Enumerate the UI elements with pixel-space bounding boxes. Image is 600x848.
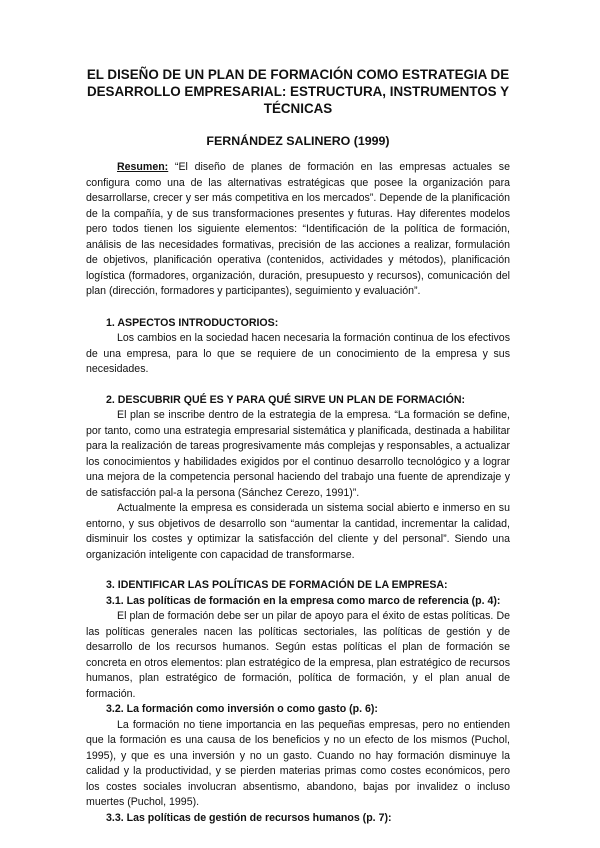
subsection-heading-3-2: 3.2. La formación como inversión o como gasto (p. 6): xyxy=(106,703,378,715)
section-heading-1: 1. ASPECTOS INTRODUCTORIOS: xyxy=(106,316,279,329)
abstract-label: Resumen: xyxy=(117,161,169,173)
section-2-paragraph-1: El plan se inscribe dentro de la estrategia de la empresa. “La formación se define, por tanto, como una estrategia empresarial sistemática y planificada, destinada a habilitar para la realización de tareas progresivamente más complejas y responsables, a actualizar los conocimientos y habilidades exigidos por el continuo desarrollo tecnológico y a lograr una mejora de la competencia personal haciendo del trabajo una fuente de aprendizaje y de satisfacción pal-a la persona (Sánchez Cerezo, 1991)”. xyxy=(86,409,510,499)
abstract-text: “El diseño de planes de formación en las empresas actuales se configura como una de las alternativas estratégicas que posee la organización para desarrollarse, crecer y ser más competitiva en los mercados”. Depende de la planificación de la compañía, y de sus transformaciones presentes y futuras. Hay diferentes modelos pero todos tienen los siguiente elementos: “Identificación de la política de formación, análisis de las necesidades formativas, precisión de las acciones a realizar, formulación de objetivos, planificación operativa (contenidos, actividades y métodos), planificación logística (formadores, organización, duración, presupuesto y recursos), comunicación del plan (dirección, formadores y participantes), seguimiento y evaluación”. xyxy=(86,161,510,297)
section-heading-3: 3. IDENTIFICAR LAS POLÍTICAS DE FORMACIÓN DE LA EMPRESA: xyxy=(106,579,448,591)
section-heading-2: 2. DESCUBRIR QUÉ ES Y PARA QUÉ SIRVE UN PLAN DE FORMACIÓN: xyxy=(106,393,466,406)
subsection-3-1-paragraph: El plan de formación debe ser un pilar de apoyo para el éxito de estas políticas. De las políticas generales nacen las políticas sectoriales, las políticas de gestión y de desarrollo de los recursos humanos. Según estas políticas el plan de formación se concreta en otros elementos: plan estratégico de la empresa, plan estratégico de recursos humanos, plan estratégico de formación, política de formación, y el plan anual de formación. xyxy=(86,610,510,700)
subsection-heading-3-1: 3.1. Las políticas de formación en la empresa como marco de referencia (p. 4): xyxy=(106,594,501,607)
section-2-paragraph-2: Actualmente la empresa es considerada un sistema social abierto e inmerso en su entorno, y sus objetivos de desarrollo son “aumentar la cantidad, incrementar la calidad, disminuir los costes y optimizar la satisfacción del cliente y del personal”. Siendo una organización inteligente con capacidad de transformarse. xyxy=(86,502,510,561)
abstract-paragraph xyxy=(86,160,510,300)
document-author: FERNÁNDEZ SALINERO (1999) xyxy=(206,134,390,148)
subsection-3-2-paragraph: La formación no tiene importancia en las pequeñas empresas, pero no entienden que la formación es una causa de los beneficios y no un efecto de los mismos (Puchol, 1995), y que es una inversión y no un gasto. Cuando no hay formación disminuye la calidad y la productividad, y se pierden materias primas como costes económicos, pero los costes sociales involucran absentismo, abandono, bajas por invalidez o incluso muertes (Puchol, 1995). xyxy=(86,718,510,808)
subsection-heading-3-3: 3.3. Las políticas de gestión de recursos humanos (p. 7): xyxy=(106,811,392,824)
document-title: EL DISEÑO DE UN PLAN DE FORMACIÓN COMO ESTRATEGIA DE DESARROLLO EMPRESARIAL: ESTRUCTURA, INSTRUMENTOS Y TÉCNICAS xyxy=(86,67,510,116)
section-1-paragraph: Los cambios en la sociedad hacen necesaria la formación continua de los efectivos de una empresa, para lo que se requiere de un conocimiento de la empresa y sus necesidades. xyxy=(86,332,510,375)
